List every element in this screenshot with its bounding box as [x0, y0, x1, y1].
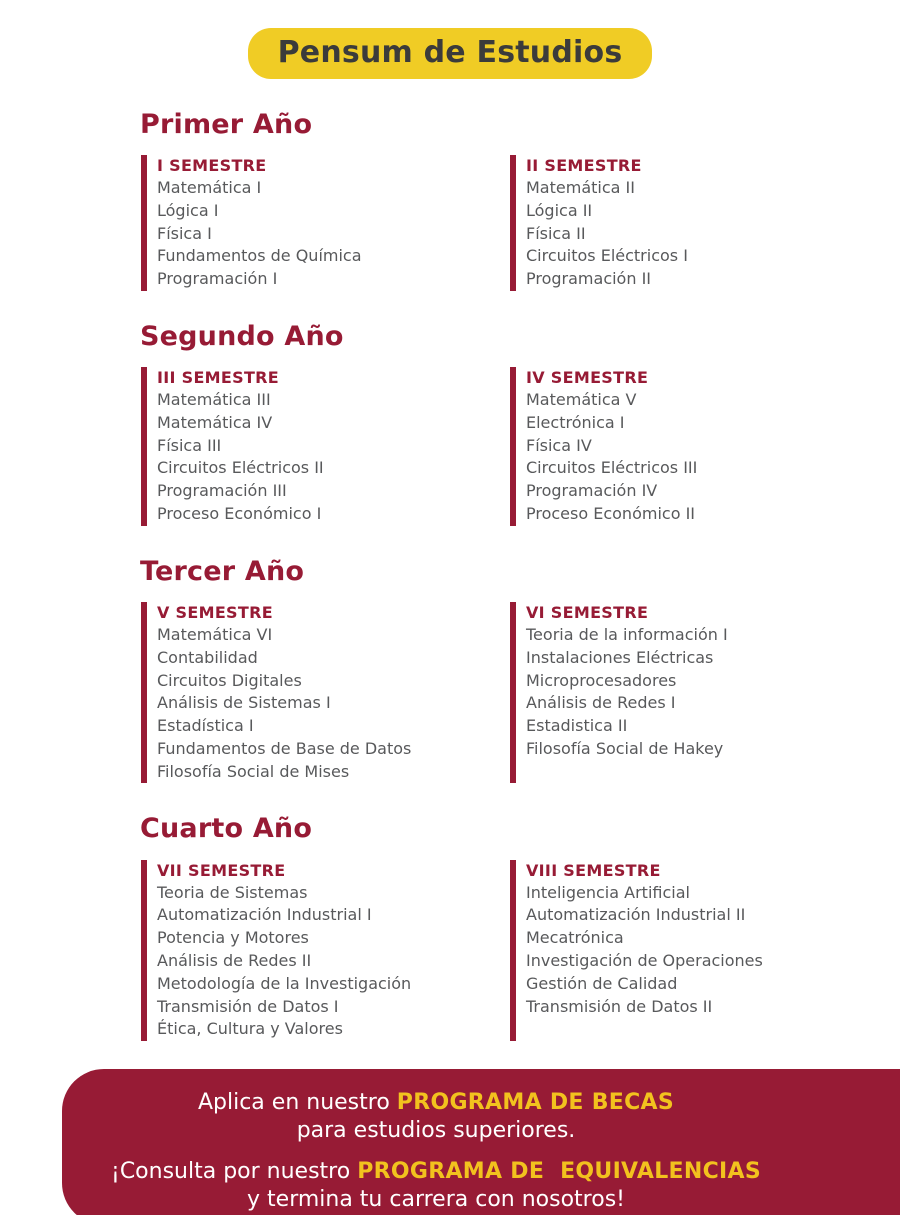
course-item: Filosofía Social de Hakey	[526, 738, 724, 758]
course-item: Estadistica II	[526, 716, 628, 736]
course-item: Programación I	[157, 269, 278, 289]
course-item: Física II	[526, 223, 586, 243]
course-list	[157, 882, 510, 1042]
course-item: Teoria de la información I	[526, 624, 728, 644]
semester-columns	[141, 602, 900, 784]
semester-block	[510, 155, 879, 291]
course-item: Transmisión de Datos I	[157, 996, 339, 1016]
course-item: Circuitos Eléctricos II	[157, 458, 324, 478]
promo-becas-prefix: Aplica en nuestro	[197, 1090, 397, 1116]
course-item: Análisis de Redes II	[157, 950, 312, 970]
course-item: Microprocesadores	[526, 670, 677, 690]
course-item: Gestión de Calidad	[526, 973, 678, 993]
semester-label: VI SEMESTRE	[526, 602, 649, 622]
course-item: Instalaciones Eléctricas	[526, 647, 714, 667]
promo-becas-highlight: PROGRAMA DE BECAS	[396, 1090, 675, 1116]
course-list	[526, 624, 879, 761]
semester-block	[510, 602, 879, 784]
banner-spacer	[72, 1145, 800, 1158]
year-heading: Segundo Año	[140, 321, 344, 353]
course-item: Matemática III	[157, 390, 271, 410]
semester-label: VII SEMESTRE	[157, 860, 286, 880]
year-heading: Cuarto Año	[140, 813, 313, 845]
course-item: Electrónica I	[526, 412, 625, 432]
section-cuarto-anio	[0, 813, 900, 1041]
course-item: Física III	[157, 435, 222, 455]
course-item: Proceso Económico II	[526, 504, 695, 524]
semester-block	[510, 367, 879, 526]
semester-label: III SEMESTRE	[157, 368, 280, 388]
semester-label: I SEMESTRE	[157, 156, 267, 176]
course-item: Inteligencia Artificial	[526, 882, 690, 902]
year-heading: Primer Año	[140, 109, 313, 140]
promo-becas-suffix: para estudios superiores.	[296, 1118, 576, 1144]
course-list	[157, 177, 510, 291]
semester-block	[141, 367, 510, 526]
course-list	[526, 177, 879, 291]
promo-becas-line	[72, 1089, 800, 1117]
semester-label: II SEMESTRE	[526, 156, 642, 176]
promo-banner	[62, 1069, 900, 1215]
semester-columns	[141, 155, 900, 291]
course-item: Programación IV	[526, 481, 658, 501]
course-item: Análisis de Sistemas I	[157, 693, 331, 713]
course-item: Mecatrónica	[526, 928, 624, 948]
semester-block	[141, 155, 510, 291]
semester-block	[510, 860, 879, 1042]
promo-equivalencias-suffix: y termina tu carrera con nosotros!	[247, 1187, 625, 1213]
course-item: Teoria de Sistemas	[157, 882, 308, 902]
course-item: Circuitos Eléctricos III	[526, 458, 698, 478]
course-item: Ética, Cultura y Valores	[157, 1019, 343, 1039]
course-item: Matemática VI	[157, 624, 273, 644]
promo-equivalencias-highlight: PROGRAMA DE EQUIVALENCIAS	[357, 1159, 761, 1185]
course-item: Matemática II	[526, 178, 635, 198]
course-item: Filosofía Social de Mises	[157, 761, 350, 781]
semester-label: IV SEMESTRE	[526, 368, 649, 388]
course-item: Estadística I	[157, 716, 254, 736]
course-item: Fundamentos de Base de Datos	[157, 738, 412, 758]
course-item: Análisis de Redes I	[526, 693, 676, 713]
course-item: Automatización Industrial I	[157, 905, 372, 925]
course-item: Fundamentos de Química	[157, 246, 362, 266]
course-item: Circuitos Eléctricos I	[526, 246, 688, 266]
course-list	[526, 882, 879, 1019]
course-item: Investigación de Operaciones	[526, 950, 763, 970]
year-heading: Tercer Año	[140, 555, 305, 587]
course-item: Física IV	[526, 435, 592, 455]
page-title: Pensum de Estudios	[248, 28, 653, 79]
section-segundo-anio	[0, 321, 900, 526]
semester-block	[141, 602, 510, 784]
course-item: Física I	[157, 223, 212, 243]
course-item: Matemática IV	[157, 412, 273, 432]
course-item: Matemática V	[526, 390, 637, 410]
course-item: Programación II	[526, 269, 652, 289]
course-item: Matemática I	[157, 178, 262, 198]
course-item: Lógica I	[157, 200, 219, 220]
course-item: Programación III	[157, 481, 287, 501]
course-item: Automatización Industrial II	[526, 905, 746, 925]
course-list	[526, 389, 879, 526]
semester-label: V SEMESTRE	[157, 602, 273, 622]
course-list	[157, 389, 510, 526]
promo-equivalencias-prefix: ¡Consulta por nuestro	[111, 1159, 358, 1185]
course-item: Lógica II	[526, 200, 593, 220]
course-item: Transmisión de Datos II	[526, 996, 713, 1016]
course-item: Potencia y Motores	[157, 928, 309, 948]
section-primer-anio	[0, 109, 900, 291]
course-item: Circuitos Digitales	[157, 670, 302, 690]
course-list	[157, 624, 510, 784]
semester-label: VIII SEMESTRE	[526, 860, 661, 880]
semester-block	[141, 860, 510, 1042]
course-item: Contabilidad	[157, 647, 258, 667]
semester-columns	[141, 367, 900, 526]
promo-equivalencias-line	[72, 1158, 800, 1186]
section-tercer-anio	[0, 556, 900, 784]
course-item: Metodología de la Investigación	[157, 973, 412, 993]
course-item: Proceso Económico I	[157, 504, 322, 524]
semester-columns	[141, 860, 900, 1042]
